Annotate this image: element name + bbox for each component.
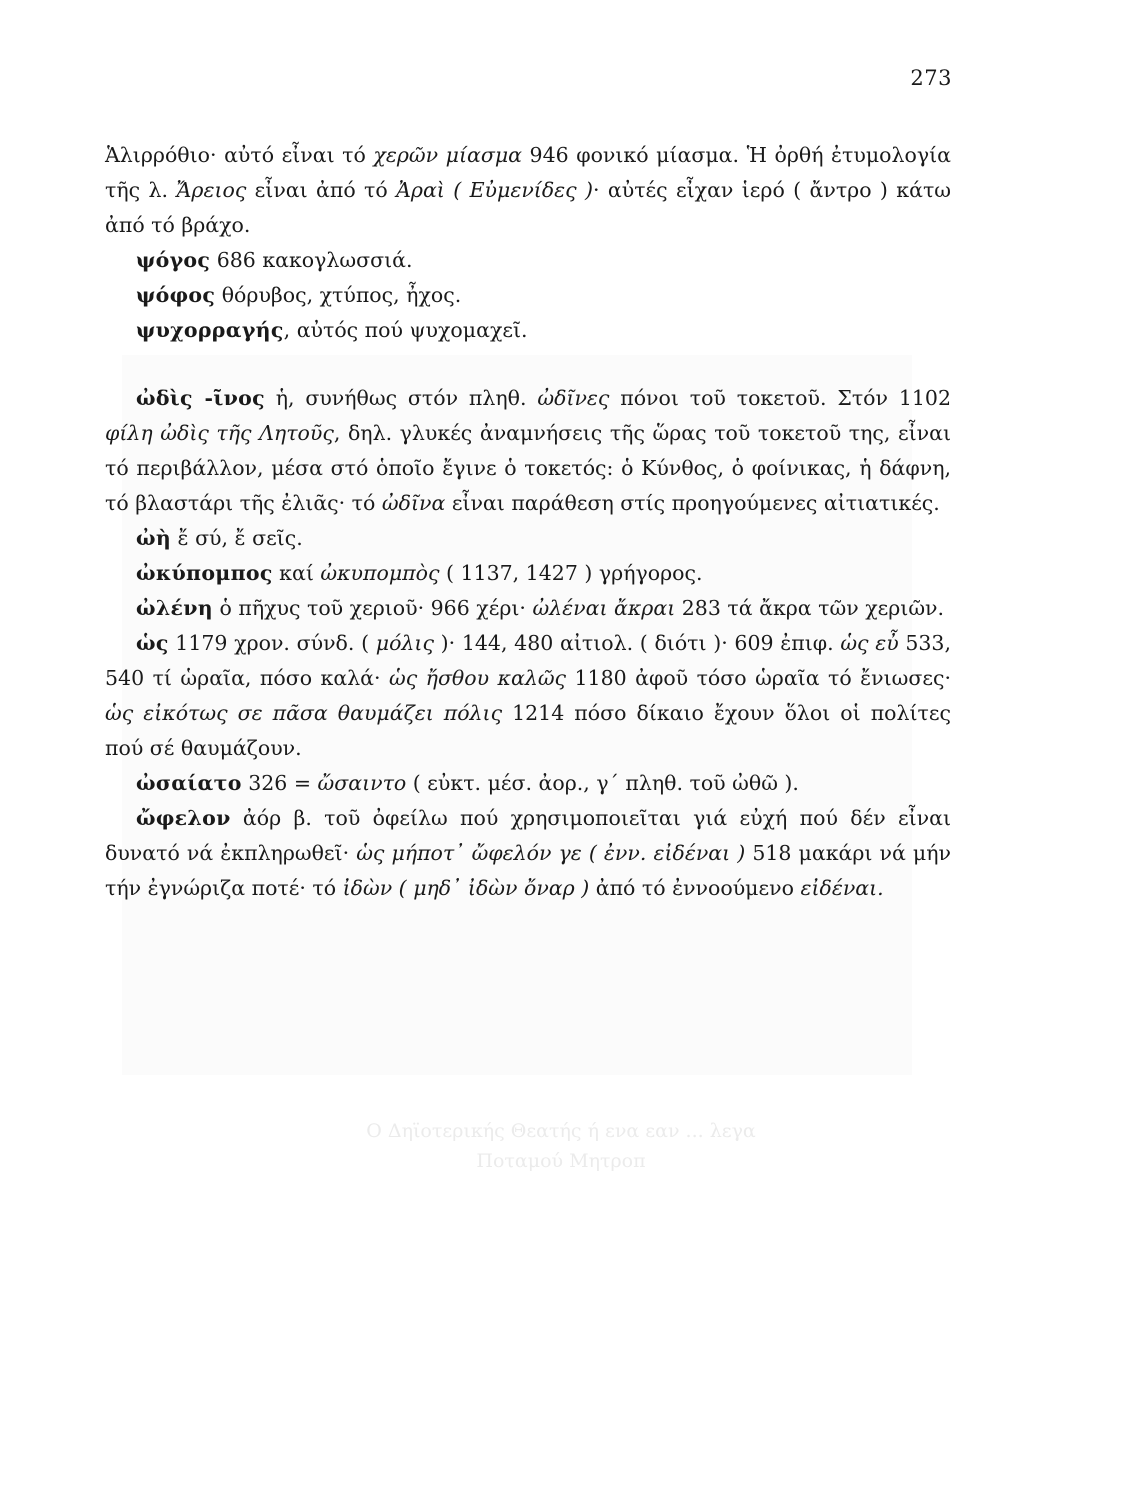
page-number: 273 bbox=[910, 66, 952, 90]
lemma-headword: ψυχορραγής bbox=[136, 318, 284, 342]
glossary-entry bbox=[105, 591, 951, 626]
quoted-greek: ὡς μήποτ᾽ ὤφελόν γε ( ἐνν. εἰδέναι ) bbox=[356, 841, 746, 865]
gloss-text: ( εὐκτ. μέσ. ἀορ., γ΄ πληθ. τοῦ ὠθῶ ). bbox=[406, 771, 799, 795]
gloss-text: θόρυβος, χτύπος, ἦχος. bbox=[215, 283, 462, 307]
quoted-greek: χερῶν μίασμα bbox=[373, 143, 522, 167]
glossary-entry bbox=[105, 521, 951, 556]
gloss-text: 686 κακογλωσσιά. bbox=[210, 248, 413, 272]
gloss-text: ἡ, συνήθως στόν πληθ. bbox=[264, 386, 538, 410]
lemma-headword: ὠδὶς -ῖνος bbox=[136, 386, 265, 410]
gloss-text: 1179 χρον. σύνδ. ( bbox=[168, 631, 376, 655]
lemma-headword: ὡς bbox=[136, 631, 169, 655]
gloss-text: 518 μακάρι νά μήν τήν ἐγνώριζα ποτέ· τό bbox=[105, 841, 952, 900]
quoted-greek: εἰδέναι. bbox=[800, 876, 884, 900]
gloss-text: ἔ σύ, ἔ σεῖς. bbox=[171, 526, 303, 550]
lemma-headword: ψόφος bbox=[136, 283, 216, 307]
glossary-entry bbox=[105, 626, 951, 766]
gloss-text: ἀόρ β. τοῦ ὀφείλω πού χρησιμοποιεῖται γιά εὐχή πού δέν εἶναι δυνατό νά ἐκπληρωθεῖ· bbox=[105, 806, 951, 865]
quoted-greek: ὠδῖνες bbox=[537, 386, 610, 410]
gloss-text: ὁ πῆχυς τοῦ χεριοῦ· 966 χέρι· bbox=[212, 596, 533, 620]
glossary-entry bbox=[105, 766, 951, 801]
quoted-greek: ὡς εὖ bbox=[840, 631, 899, 655]
gloss-text: πόνοι τοῦ τοκετοῦ. Στόν 1102 bbox=[609, 386, 951, 410]
bleed-through-caption: Ο Δηϊοτερικής Θεατής ή ενα εαν ... λεγα bbox=[366, 1120, 756, 1142]
entry-continuation bbox=[105, 138, 951, 243]
gloss-text: , αὐτός πού ψυχομαχεῖ. bbox=[283, 318, 528, 342]
quoted-greek: ὠλέναι ἄκραι bbox=[532, 596, 676, 620]
lemma-headword: ὠὴ bbox=[136, 526, 172, 550]
quoted-greek: ἰδὼν ( μηδ᾽ ἰδὼν ὄναρ ) bbox=[342, 876, 590, 900]
gloss-text: 326 = bbox=[241, 771, 318, 795]
gloss-text: 533, 540 τί ὡραῖα, πόσο καλά· bbox=[105, 631, 951, 690]
glossary-entry bbox=[105, 313, 951, 348]
quoted-greek: ὤσαιντο bbox=[317, 771, 407, 795]
glossary-entry bbox=[105, 801, 951, 906]
gloss-text: 946 φονικό μίασμα. Ἡ ὀρθή ἐτυμολογία τῆς λ. bbox=[105, 143, 951, 202]
gloss-text: )· 144, 480 αἰτιολ. ( διότι )· 609 ἐπιφ. bbox=[433, 631, 841, 655]
quoted-greek: ὡς εἰκότως σε πᾶσα θαυμάζει πόλις bbox=[105, 701, 503, 725]
gloss-text: Ἁλιρρόθιο· αὐτό εἶναι τό bbox=[105, 143, 374, 167]
lemma-headword: ὠλένη bbox=[136, 596, 213, 620]
gloss-text: 1180 ἀφοῦ τόσο ὡραῖα τό ἔνιωσες· bbox=[566, 666, 952, 690]
quoted-greek: ὠδῖνα bbox=[381, 491, 446, 515]
gloss-text: , δηλ. γλυκές ἀναμνήσεις τῆς ὥρας τοῦ τοκετοῦ της, εἶναι τό περιβάλλον, μέσα στό ὁποῖο ἔγινε ὁ τοκετός: ὁ Κύνθος, ὁ φοίνικας, ἡ δάφνη, τό βλαστάρι τῆς ἐλιᾶς· τό bbox=[105, 421, 951, 515]
lemma-headword: ψόγος bbox=[136, 248, 211, 272]
gloss-text: ( 1137, 1427 ) γρήγορος. bbox=[439, 561, 703, 585]
gloss-text: εἶναι ἀπό τό bbox=[246, 178, 397, 202]
lemma-headword: ὠσαίατο bbox=[136, 771, 242, 795]
glossary-entry bbox=[105, 243, 951, 278]
glossary-entry bbox=[105, 381, 951, 521]
quoted-greek: Ἀραὶ ( Εὐμενίδες ) bbox=[396, 178, 594, 202]
quoted-greek: Ἄρειος bbox=[176, 178, 247, 202]
glossary-entry bbox=[105, 556, 951, 591]
quoted-greek: φίλη ὠδὶς τῆς Λητοῦς bbox=[105, 421, 334, 445]
lemma-headword: ὠκύπομπος bbox=[136, 561, 273, 585]
gloss-text: · αὐτές εἶχαν ἱερό ( ἄντρο ) κάτω ἀπό τό βράχο. bbox=[105, 178, 951, 237]
quoted-greek: μόλις bbox=[375, 631, 434, 655]
lemma-headword: ὤφελον bbox=[136, 806, 231, 830]
quoted-greek: ὡς ἤσθου καλῶς bbox=[389, 666, 567, 690]
glossary-text bbox=[105, 138, 951, 906]
gloss-text: καί bbox=[272, 561, 321, 585]
quoted-greek: ὠκυπομπὸς bbox=[320, 561, 440, 585]
gloss-text: εἶναι παράθεση στίς προηγούμενες αἰτιατικές. bbox=[445, 491, 940, 515]
bleed-through-caption: Ποταμού Μητροπ bbox=[476, 1150, 646, 1172]
gloss-text: 283 τά ἄκρα τῶν χεριῶν. bbox=[675, 596, 945, 620]
glossary-entry bbox=[105, 278, 951, 313]
gloss-text: ἀπό τό ἐννοούμενο bbox=[589, 876, 801, 900]
gloss-text: 1214 πόσο δίκαιο ἔχουν ὅλοι οἱ πολίτες πού σέ θαυμάζουν. bbox=[105, 701, 951, 760]
